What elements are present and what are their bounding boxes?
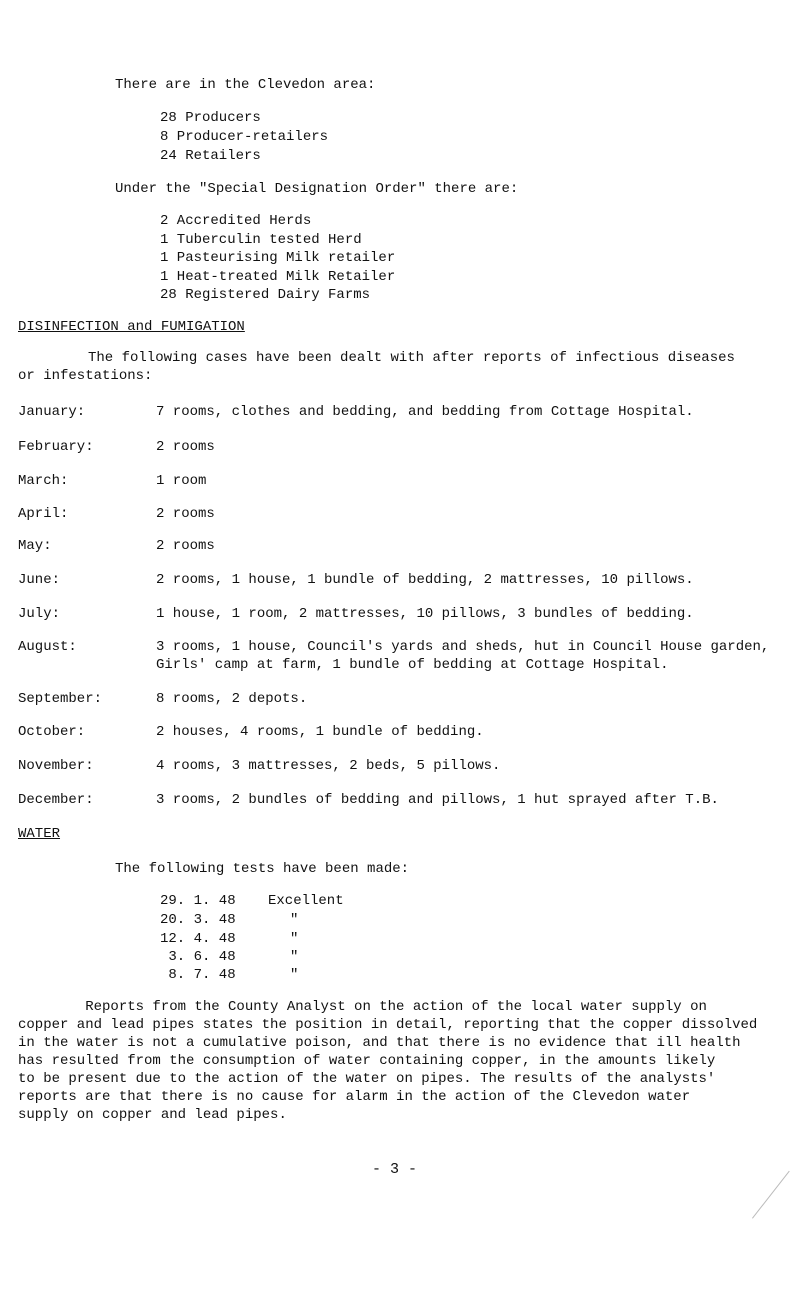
month-label: March: <box>18 473 69 489</box>
month-entry: 1 room <box>156 473 207 489</box>
month-label: May: <box>18 538 52 554</box>
report-line: to be present due to the action of the water on pipes. The results of the analysts' <box>18 1071 716 1087</box>
test-result: " <box>290 949 299 965</box>
report-line: supply on copper and lead pipes. <box>18 1107 287 1123</box>
report-line: reports are that there is no cause for alarm in the action of the Clevedon water <box>18 1089 691 1105</box>
disinfection-heading: DISINFECTION and FUMIGATION <box>18 319 245 335</box>
month-entry: 2 rooms <box>156 439 215 455</box>
month-entry: 2 rooms <box>156 538 215 554</box>
month-label: April: <box>18 506 69 522</box>
water-intro: The following tests have been made: <box>115 861 410 877</box>
designation-item: 28 Registered Dairy Farms <box>160 287 371 303</box>
month-label: September: <box>18 691 103 707</box>
test-date: 12. 4. 48 <box>160 931 236 947</box>
area-count-producer-retailers: 8 Producer-retailers <box>160 129 329 145</box>
water-heading: WATER <box>18 826 61 842</box>
disinfection-intro-line1: The following cases have been dealt with after reports of infectious diseases <box>88 350 735 366</box>
month-entry: 8 rooms, 2 depots. <box>156 691 308 707</box>
month-entry: 1 house, 1 room, 2 mattresses, 10 pillows, 3 bundles of bedding. <box>156 606 694 622</box>
report-line: has resulted from the consumption of water containing copper, in the amounts likely <box>18 1053 716 1069</box>
report-line: in the water is not a cumulative poison, and that there is no evidence that ill health <box>18 1035 741 1051</box>
area-count-retailers: 24 Retailers <box>160 148 261 164</box>
month-label: July: <box>18 606 61 622</box>
test-date: 3. 6. 48 <box>160 949 236 965</box>
month-entry: 3 rooms, 1 house, Council's yards and sheds, hut in Council House garden, <box>156 639 770 655</box>
designation-item: 1 Heat-treated Milk Retailer <box>160 269 396 285</box>
test-date: 8. 7. 48 <box>160 967 236 983</box>
designation-item: 1 Tuberculin tested Herd <box>160 232 362 248</box>
month-entry: 7 rooms, clothes and bedding, and bedding from Cottage Hospital. <box>156 404 694 420</box>
month-label: December: <box>18 792 94 808</box>
page-corner-mark <box>752 1171 790 1219</box>
month-label: June: <box>18 572 61 588</box>
month-entry: 3 rooms, 2 bundles of bedding and pillows, 1 hut sprayed after T.B. <box>156 792 719 808</box>
test-result: " <box>290 912 299 928</box>
month-label: October: <box>18 724 86 740</box>
area-count-producers: 28 Producers <box>160 110 261 126</box>
test-result: " <box>290 967 299 983</box>
report-line: Reports from the County Analyst on the action of the local water supply on <box>18 999 707 1015</box>
designation-item: 1 Pasteurising Milk retailer <box>160 250 396 266</box>
test-date: 29. 1. 48 <box>160 893 236 909</box>
report-line: copper and lead pipes states the position in detail, reporting that the copper dissolved <box>18 1017 758 1033</box>
month-entry: 2 houses, 4 rooms, 1 bundle of bedding. <box>156 724 484 740</box>
month-label: November: <box>18 758 94 774</box>
month-entry: 2 rooms <box>156 506 215 522</box>
disinfection-intro-line2: or infestations: <box>18 368 153 384</box>
month-entry-continued: Girls' camp at farm, 1 bundle of bedding at Cottage Hospital. <box>156 657 669 673</box>
intro-text: There are in the Clevedon area: <box>115 77 376 93</box>
test-date: 20. 3. 48 <box>160 912 236 928</box>
month-label: January: <box>18 404 86 420</box>
test-result: " <box>290 931 299 947</box>
month-entry: 4 rooms, 3 mattresses, 2 beds, 5 pillows. <box>156 758 501 774</box>
month-entry: 2 rooms, 1 house, 1 bundle of bedding, 2 mattresses, 10 pillows. <box>156 572 694 588</box>
month-label: August: <box>18 639 77 655</box>
designation-intro: Under the "Special Designation Order" there are: <box>115 181 519 197</box>
designation-item: 2 Accredited Herds <box>160 213 312 229</box>
month-label: February: <box>18 439 94 455</box>
page-number: - 3 - <box>372 1161 418 1178</box>
test-result: Excellent <box>268 893 344 909</box>
